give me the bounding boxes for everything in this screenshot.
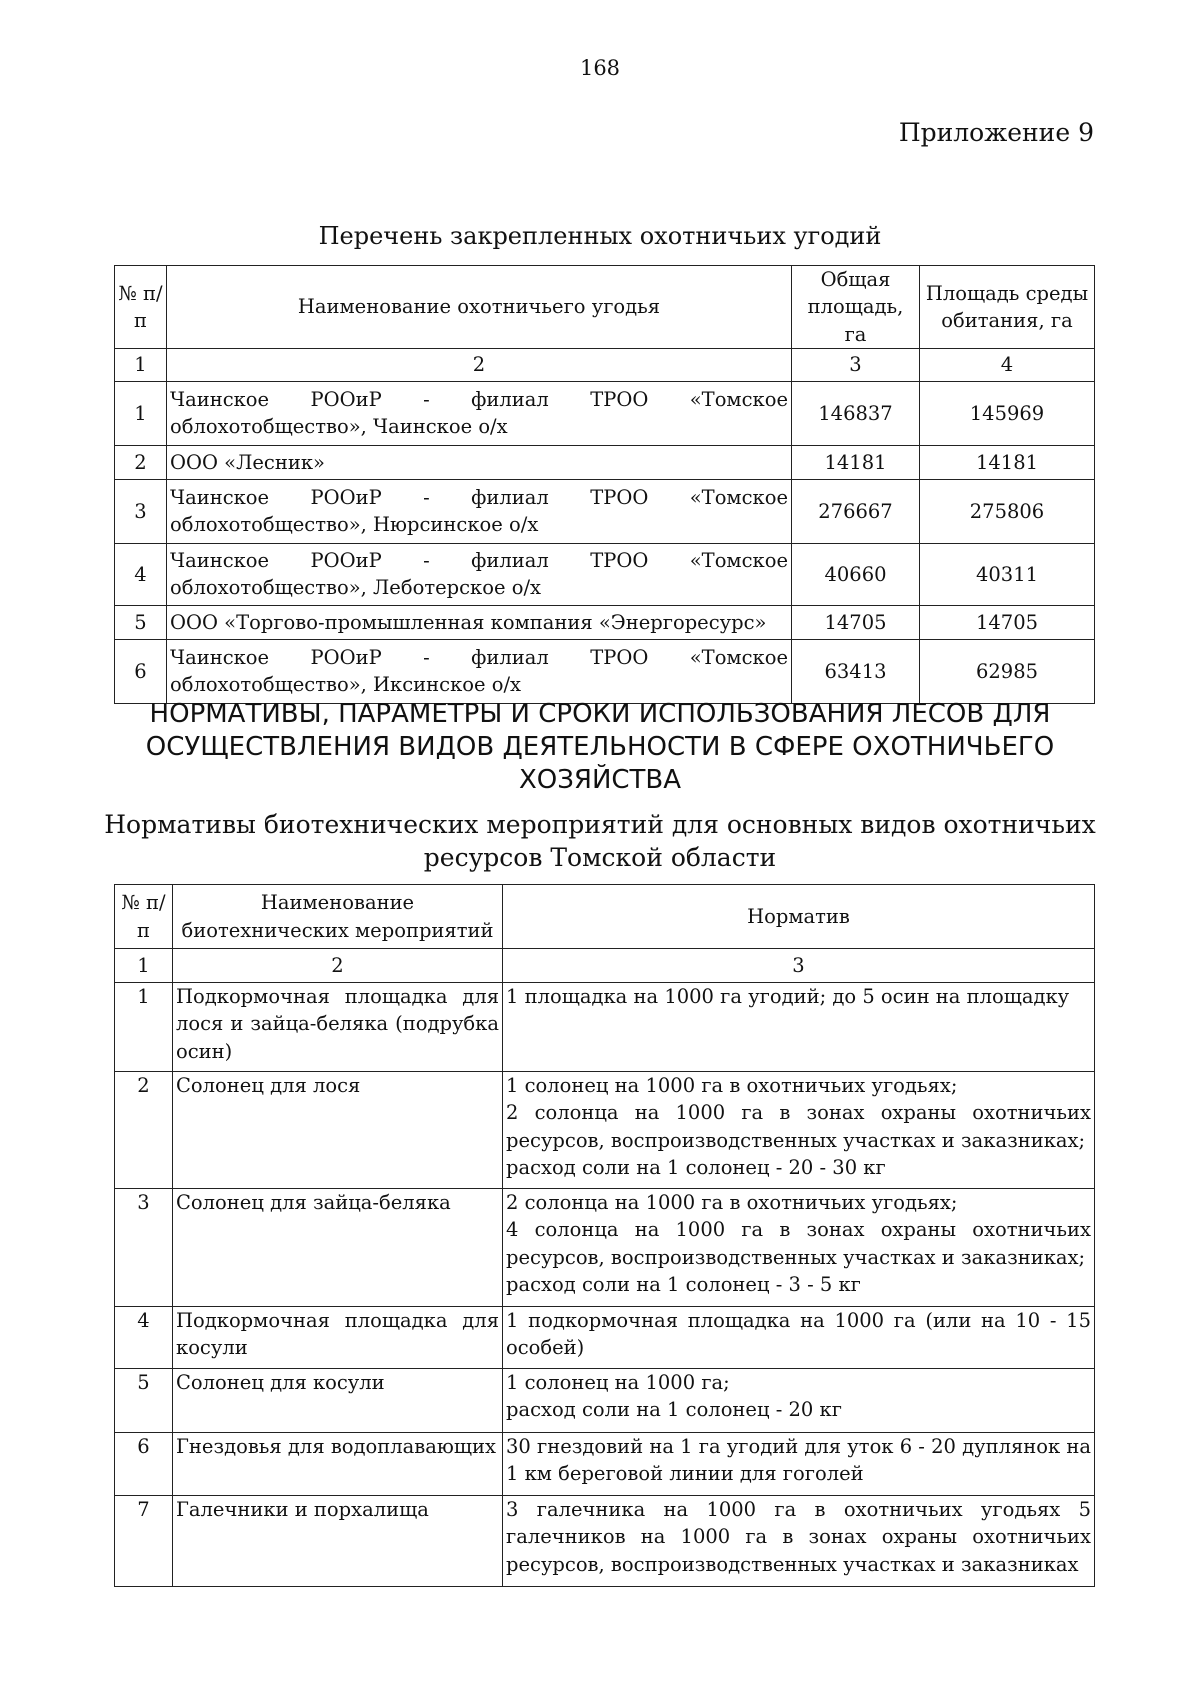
norm-line: 1 солонец на 1000 га в охотничьих угодьях;	[506, 1074, 958, 1097]
table-row	[115, 1433, 1095, 1496]
row-number: 5	[115, 1369, 173, 1433]
section-heading	[0, 698, 1200, 797]
col-number: 3	[503, 949, 1095, 983]
row-number: 7	[115, 1496, 173, 1587]
table2-title	[0, 808, 1200, 874]
table-row	[115, 479, 1095, 543]
row-number: 2	[115, 445, 167, 479]
row-number: 2	[115, 1072, 173, 1189]
col-number: 2	[173, 949, 503, 983]
row-number: 4	[115, 543, 167, 605]
row-number: 6	[115, 639, 167, 703]
section-heading-line: ХОЗЯЙСТВА	[518, 765, 682, 795]
norm-line: 3 галечника на 1000 га в охотничьих угодьях 5 галечников на 1000 га в зонах охраны охотничьих ресурсов, воспроизводственных участках и заказниках	[506, 1498, 1091, 1576]
appendix-label: Приложение 9	[898, 118, 1094, 147]
norm-line: 1 площадка на 1000 га угодий; до 5 осин на площадку	[506, 985, 1070, 1008]
table-row	[115, 381, 1095, 445]
ground-name: ООО «Торгово-промышленная компания «Энергоресурс»	[167, 605, 792, 639]
header-number: № п/п	[115, 885, 173, 949]
column-number-row	[115, 949, 1095, 983]
row-number: 6	[115, 1433, 173, 1496]
norm-text	[503, 1307, 1095, 1369]
measure-name: Солонец для лося	[173, 1072, 503, 1189]
norm-line: 4 солонца на 1000 га в зонах охраны охотничьих ресурсов, воспроизводственных участках и заказниках;	[506, 1218, 1091, 1269]
table-row	[115, 1496, 1095, 1587]
page-number: 168	[579, 56, 621, 80]
measure-name: Подкормочная площадка для косули	[173, 1307, 503, 1369]
norm-line: 2 солонца на 1000 га в зонах охраны охотничьих ресурсов, воспроизводственных участках и заказниках;	[506, 1101, 1091, 1152]
total-area: 146837	[792, 381, 920, 445]
measure-name: Подкормочная площадка для лося и зайца-беляка (подрубка осин)	[173, 983, 503, 1072]
table-row	[115, 605, 1095, 639]
col-number: 4	[920, 348, 1095, 381]
col-number: 2	[167, 348, 792, 381]
total-area: 63413	[792, 639, 920, 703]
table-row	[115, 543, 1095, 605]
row-number: 3	[115, 1189, 173, 1307]
total-area: 40660	[792, 543, 920, 605]
total-area: 14705	[792, 605, 920, 639]
col-number: 1	[115, 348, 167, 381]
table-header-row	[115, 885, 1095, 949]
section-heading-line: НОРМАТИВЫ, ПАРАМЕТРЫ И СРОКИ ИСПОЛЬЗОВАНИЯ ЛЕСОВ ДЛЯ	[149, 699, 1051, 729]
table-row	[115, 445, 1095, 479]
row-number: 5	[115, 605, 167, 639]
norm-line: 30 гнездовий на 1 га угодий для уток 6 - 20 дуплянок на 1 км береговой линии для гоголей	[506, 1435, 1092, 1486]
habitat-area: 14705	[920, 605, 1095, 639]
norm-line: 1 подкормочная площадка на 1000 га (или на 10 - 15 особей)	[506, 1309, 1091, 1360]
row-number: 1	[115, 381, 167, 445]
habitat-area: 145969	[920, 381, 1095, 445]
ground-name: ООО «Лесник»	[167, 445, 792, 479]
header-number: № п/п	[115, 266, 167, 349]
habitat-area: 62985	[920, 639, 1095, 703]
table-row	[115, 1189, 1095, 1307]
norm-text	[503, 983, 1095, 1072]
ground-name: Чаинское РООиР - филиал ТРОО «Томское облохотобщество», Чаинское о/х	[167, 381, 792, 445]
row-number: 4	[115, 1307, 173, 1369]
table1-title: Перечень закрепленных охотничьих угодий	[318, 222, 882, 250]
col-number: 3	[792, 348, 920, 381]
ground-name: Чаинское РООиР - филиал ТРОО «Томское облохотобщество», Иксинское о/х	[167, 639, 792, 703]
biotech-norms-table	[114, 884, 1095, 1587]
norm-line: 1 солонец на 1000 га;	[506, 1371, 730, 1394]
measure-name: Галечники и порхалища	[173, 1496, 503, 1587]
habitat-area: 14181	[920, 445, 1095, 479]
section-heading-line: ОСУЩЕСТВЛЕНИЯ ВИДОВ ДЕЯТЕЛЬНОСТИ В СФЕРЕ ОХОТНИЧЬЕГО	[145, 732, 1055, 762]
norm-line: 2 солонца на 1000 га в охотничьих угодьях;	[506, 1191, 958, 1214]
measure-name: Солонец для зайца-беляка	[173, 1189, 503, 1307]
table2-title-line: ресурсов Томской области	[423, 843, 777, 872]
table-row	[115, 1369, 1095, 1433]
header-norm: Норматив	[503, 885, 1095, 949]
ground-name: Чаинское РООиР - филиал ТРОО «Томское облохотобщество», Нюрсинское о/х	[167, 479, 792, 543]
norm-text	[503, 1189, 1095, 1307]
table-row	[115, 1307, 1095, 1369]
header-habitat-area: Площадь среды обитания, га	[920, 266, 1095, 349]
norm-text	[503, 1433, 1095, 1496]
norm-line: расход соли на 1 солонец - 20 кг	[506, 1398, 842, 1422]
norm-text	[503, 1072, 1095, 1189]
norm-line: расход соли на 1 солонец - 3 - 5 кг	[506, 1272, 861, 1296]
table-row	[115, 639, 1095, 703]
row-number: 1	[115, 983, 173, 1072]
total-area: 14181	[792, 445, 920, 479]
column-number-row	[115, 348, 1095, 381]
norm-line: расход соли на 1 солонец - 20 - 30 кг	[506, 1155, 886, 1179]
habitat-area: 40311	[920, 543, 1095, 605]
measure-name: Гнездовья для водоплавающих	[173, 1433, 503, 1496]
norm-text	[503, 1496, 1095, 1587]
header-name: Наименование охотничьего угодья	[167, 266, 792, 349]
table2-title-line: Нормативы биотехнических мероприятий для основных видов охотничьих	[104, 810, 1096, 839]
table-header-row	[115, 266, 1095, 349]
total-area: 276667	[792, 479, 920, 543]
row-number: 3	[115, 479, 167, 543]
table-row	[115, 983, 1095, 1072]
measure-name: Солонец для косули	[173, 1369, 503, 1433]
col-number: 1	[115, 949, 173, 983]
norm-text	[503, 1369, 1095, 1433]
table-row	[115, 1072, 1095, 1189]
header-total-area: Общая площадь, га	[792, 266, 920, 349]
header-measure-name: Наименование биотехнических мероприятий	[173, 885, 503, 949]
hunting-grounds-table	[114, 265, 1095, 704]
habitat-area: 275806	[920, 479, 1095, 543]
ground-name: Чаинское РООиР - филиал ТРОО «Томское облохотобщество», Леботерское о/х	[167, 543, 792, 605]
